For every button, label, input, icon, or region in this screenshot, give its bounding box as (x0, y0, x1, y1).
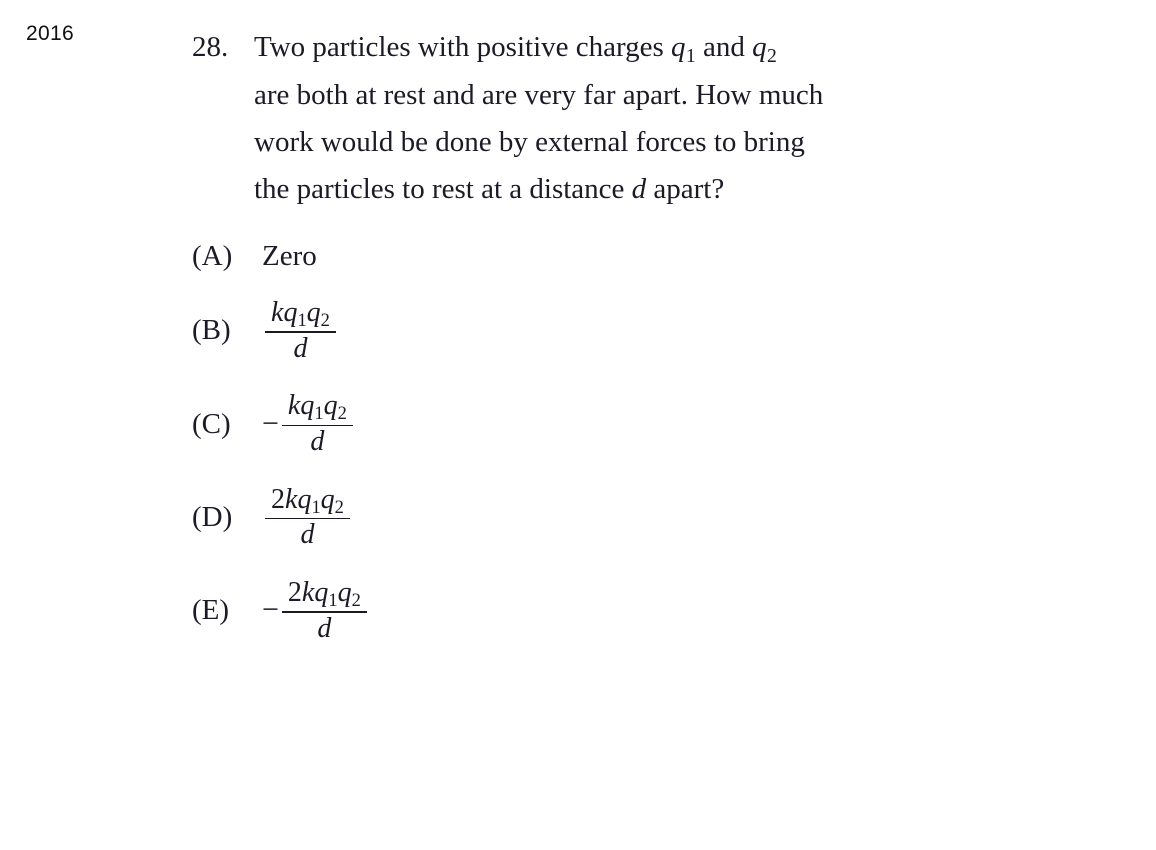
fraction-numerator-d (265, 485, 350, 518)
num-sub: 1 (314, 403, 324, 424)
num-term: k (285, 483, 298, 515)
question-line-2: are both at rest and are very far apart. How much (254, 79, 824, 112)
fraction-denominator-e: d (317, 612, 332, 644)
question-line-1 (254, 24, 1142, 72)
question-number: 28. (192, 31, 229, 63)
choice-label-a: (A) (192, 240, 233, 273)
num-term: k (287, 390, 301, 422)
num-term: k (301, 576, 315, 608)
year-label: 2016 (26, 22, 74, 45)
num-term: 2 (271, 483, 285, 515)
symbol-d: d (631, 173, 647, 206)
num-term: k (271, 297, 284, 329)
num-term: q (320, 483, 335, 515)
choice-option-b[interactable] (192, 298, 1142, 363)
num-term: q (323, 390, 338, 422)
choice-sign-e: − (262, 593, 279, 627)
choice-content-d (258, 485, 350, 550)
choice-sign-c: − (262, 406, 279, 440)
choice-content-e (258, 578, 367, 643)
num-term: q (283, 297, 298, 329)
fraction-e (282, 578, 367, 643)
choice-label-c: (C) (192, 407, 231, 440)
fraction-d (265, 485, 350, 550)
choice-label-d: (D) (192, 500, 233, 533)
fraction-denominator-d: d (300, 519, 315, 551)
num-term: q (314, 576, 329, 608)
question-text (254, 24, 1142, 213)
question-block (192, 24, 1142, 649)
question-line-3: work would be done by external forces to bring (254, 126, 805, 159)
answer-choices (192, 239, 1142, 643)
choice-option-c[interactable] (192, 391, 1142, 456)
question-line-4-text: the particles to rest at a distance (254, 173, 625, 206)
question-line-4-end: apart? (653, 173, 725, 206)
question-line-4 (254, 166, 1142, 213)
num-term: q (300, 390, 315, 422)
choice-option-e[interactable] (192, 578, 1142, 643)
num-sub: 1 (297, 309, 307, 330)
question-line-1-text: Two particles with positive charges (254, 31, 664, 63)
num-sub: 2 (320, 309, 330, 330)
symbol-q2: $q_2$ (752, 31, 777, 67)
fraction-c (282, 391, 353, 456)
num-sub: 2 (334, 496, 344, 517)
question-header (192, 24, 1142, 213)
num-sub: 1 (328, 589, 338, 610)
symbol-q1: $q_1$ (671, 31, 696, 67)
num-sub: 1 (311, 496, 321, 517)
choice-option-d[interactable] (192, 485, 1142, 550)
choice-label-b: (B) (192, 314, 231, 347)
num-sub: 2 (351, 589, 361, 610)
choice-content-b (258, 298, 336, 363)
question-line-1-and: and (703, 31, 745, 63)
num-term: q (337, 576, 352, 608)
choice-text-a: Zero (262, 240, 317, 273)
choice-content-c (258, 391, 353, 456)
fraction-numerator-b (265, 298, 336, 331)
choice-option-a[interactable] (192, 239, 1142, 274)
num-term: 2 (287, 576, 302, 608)
num-term: q (306, 297, 321, 329)
num-term: q (297, 483, 312, 515)
fraction-numerator-c (282, 391, 353, 424)
fraction-numerator-e (282, 578, 367, 611)
choice-label-e: (E) (192, 593, 230, 626)
num-sub: 2 (337, 403, 347, 424)
fraction-b (265, 298, 336, 363)
fraction-denominator-c: d (310, 426, 325, 458)
fraction-denominator-b: d (293, 332, 308, 364)
choice-content-a (258, 239, 317, 274)
